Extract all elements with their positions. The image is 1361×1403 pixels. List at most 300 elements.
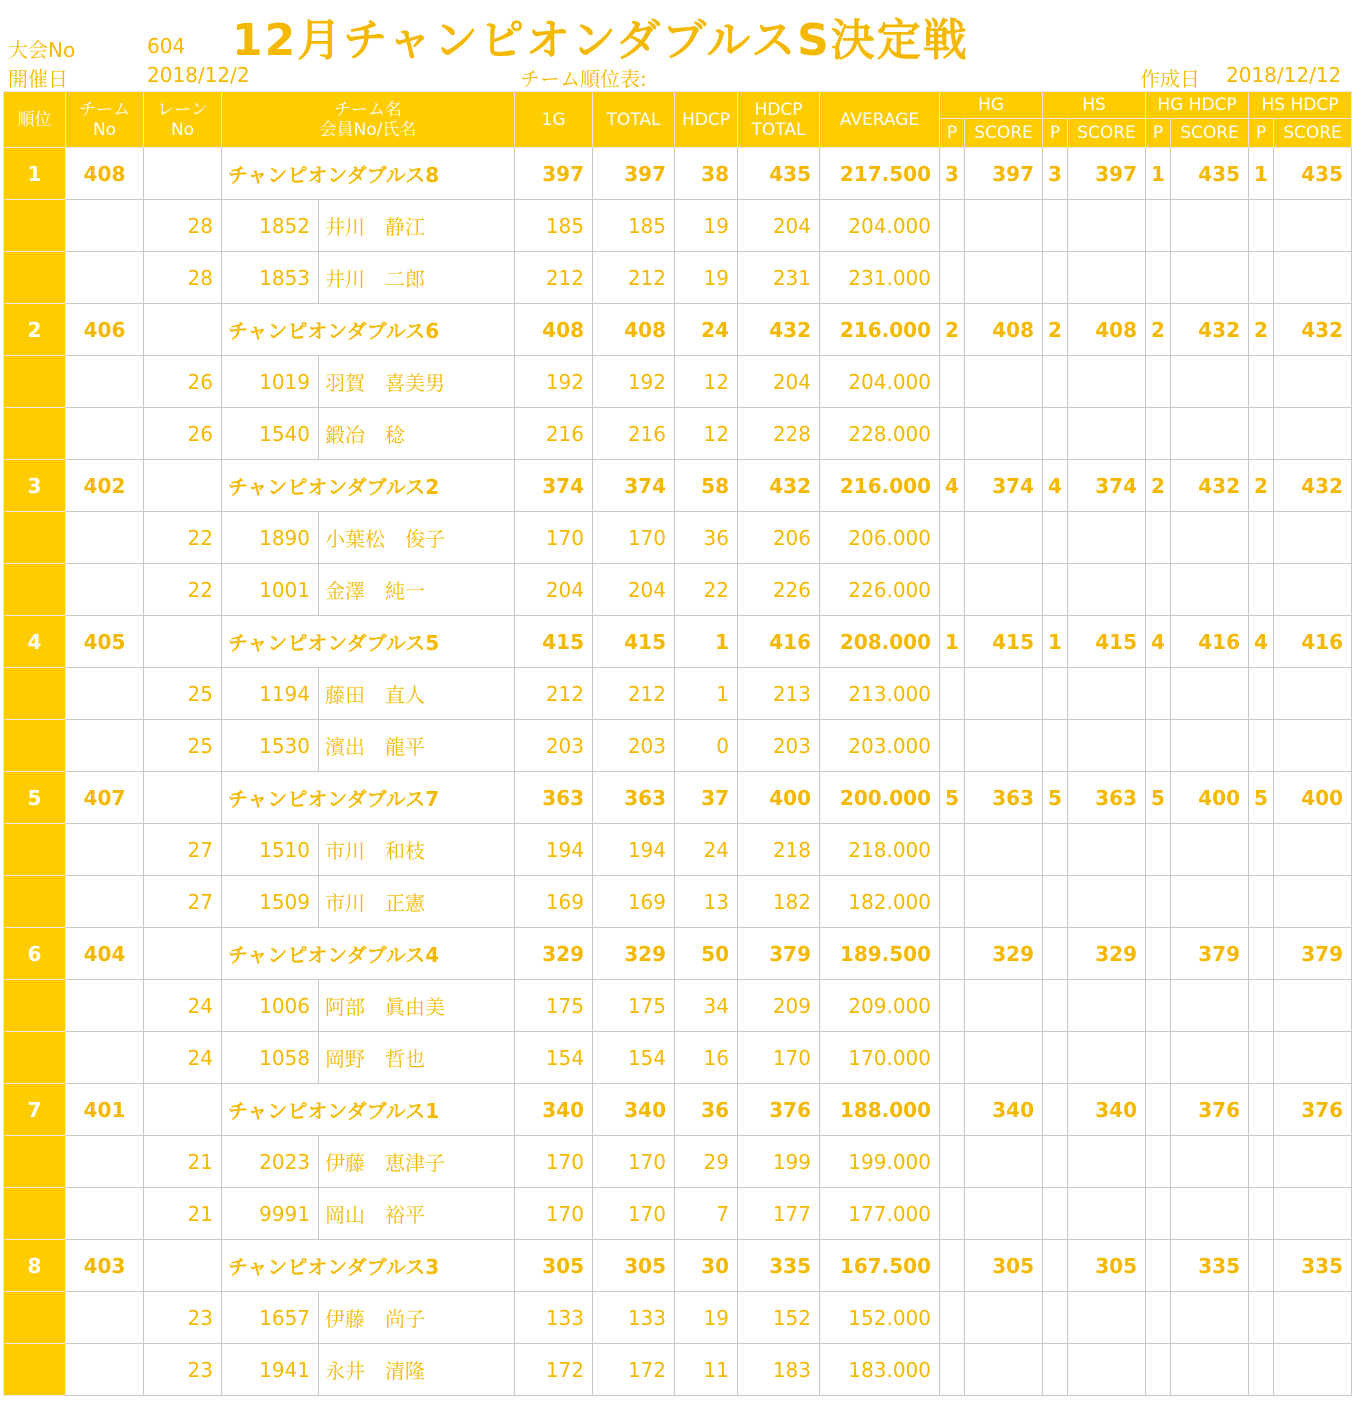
col-team-name: チーム名 会員No/氏名 — [222, 92, 515, 148]
empty-cell — [1068, 356, 1146, 408]
empty-cell — [940, 824, 965, 876]
hdcp-cell: 24 — [675, 824, 738, 876]
member-no-cell: 1530 — [222, 720, 319, 772]
col-hg-p: P — [940, 119, 965, 148]
average-cell: 203.000 — [820, 720, 940, 772]
team-name-cell: チャンピオンダブルス7 — [222, 772, 515, 824]
member-row — [4, 876, 1352, 928]
team-no-cell — [66, 356, 144, 408]
member-name-cell: 濱出 龍平 — [319, 720, 515, 772]
rank-cell: 8 — [4, 1240, 66, 1292]
empty-cell — [1043, 980, 1068, 1032]
lane-no-cell: 22 — [144, 564, 222, 616]
empty-cell — [1274, 1292, 1352, 1344]
rank-cell: 2 — [4, 304, 66, 356]
hdcp-cell: 19 — [675, 252, 738, 304]
hg-score-cell: 397 — [965, 148, 1043, 200]
average-cell: 167.500 — [820, 1240, 940, 1292]
member-no-cell: 1019 — [222, 356, 319, 408]
lane-no-cell: 27 — [144, 876, 222, 928]
rank-cell: 5 — [4, 772, 66, 824]
empty-cell — [940, 720, 965, 772]
empty-cell — [1146, 564, 1171, 616]
empty-cell — [1068, 720, 1146, 772]
empty-cell — [1171, 876, 1249, 928]
total-cell: 363 — [593, 772, 675, 824]
empty-cell — [1146, 200, 1171, 252]
member-name-cell: 岡野 哲也 — [319, 1032, 515, 1084]
member-no-cell: 1540 — [222, 408, 319, 460]
hs-score-cell: 340 — [1068, 1084, 1146, 1136]
hgh-p-cell: 4 — [1146, 616, 1171, 668]
hgh-p-cell: 1 — [1146, 148, 1171, 200]
hdcp-cell: 7 — [675, 1188, 738, 1240]
total-cell: 305 — [593, 1240, 675, 1292]
empty-cell — [1068, 1292, 1146, 1344]
col-rank: 順位 — [4, 92, 66, 148]
average-cell: 177.000 — [820, 1188, 940, 1240]
empty-cell — [1043, 1292, 1068, 1344]
average-cell: 209.000 — [820, 980, 940, 1032]
hdcp-total-cell: 379 — [738, 928, 820, 980]
empty-cell — [1249, 408, 1274, 460]
empty-cell — [1171, 1188, 1249, 1240]
hdcp-total-cell: 177 — [738, 1188, 820, 1240]
hdcp-total-cell: 199 — [738, 1136, 820, 1188]
rank-cell — [4, 200, 66, 252]
total-cell: 175 — [593, 980, 675, 1032]
member-name-cell: 井川 静江 — [319, 200, 515, 252]
empty-cell — [1068, 876, 1146, 928]
col-hs: HS — [1043, 92, 1146, 119]
meet-no-label: 大会No — [8, 38, 76, 62]
g1-cell: 415 — [515, 616, 593, 668]
member-name-cell: 鍛冶 稔 — [319, 408, 515, 460]
average-cell: 188.000 — [820, 1084, 940, 1136]
empty-cell — [940, 668, 965, 720]
col-hgh-p: P — [1146, 119, 1171, 148]
empty-cell — [1043, 1188, 1068, 1240]
page-title: 12月チャンピオンダブルスS決定戦 — [232, 15, 969, 66]
member-row — [4, 200, 1352, 252]
empty-cell — [940, 408, 965, 460]
empty-cell — [1043, 1136, 1068, 1188]
hg-p-cell: 4 — [940, 460, 965, 512]
empty-cell — [1171, 564, 1249, 616]
empty-cell — [1043, 824, 1068, 876]
g1-cell: 408 — [515, 304, 593, 356]
hdcp-total-cell: 228 — [738, 408, 820, 460]
empty-cell — [1068, 252, 1146, 304]
hdcp-cell: 36 — [675, 1084, 738, 1136]
hg-score-cell: 305 — [965, 1240, 1043, 1292]
empty-cell — [940, 1032, 965, 1084]
rank-cell: 1 — [4, 148, 66, 200]
empty-cell — [1146, 720, 1171, 772]
hdcp-cell: 19 — [675, 1292, 738, 1344]
empty-cell — [1274, 1136, 1352, 1188]
lane-no-cell: 28 — [144, 200, 222, 252]
lane-no-cell: 24 — [144, 1032, 222, 1084]
date-label: 開催日 — [8, 67, 68, 91]
rank-cell — [4, 876, 66, 928]
empty-cell — [965, 512, 1043, 564]
rank-cell: 4 — [4, 616, 66, 668]
hgh-score-cell: 416 — [1171, 616, 1249, 668]
member-no-cell: 1852 — [222, 200, 319, 252]
hs-score-cell: 329 — [1068, 928, 1146, 980]
empty-cell — [1146, 668, 1171, 720]
hg-score-cell: 340 — [965, 1084, 1043, 1136]
hdcp-cell: 30 — [675, 1240, 738, 1292]
empty-cell — [940, 1344, 965, 1396]
hdcp-cell: 50 — [675, 928, 738, 980]
empty-cell — [1146, 1032, 1171, 1084]
total-cell: 216 — [593, 408, 675, 460]
empty-cell — [965, 720, 1043, 772]
empty-cell — [1146, 1188, 1171, 1240]
hg-p-cell — [940, 928, 965, 980]
empty-cell — [1043, 876, 1068, 928]
rank-cell — [4, 512, 66, 564]
empty-cell — [1068, 408, 1146, 460]
hg-p-cell — [940, 1240, 965, 1292]
hdcp-cell: 1 — [675, 616, 738, 668]
g1-cell: 170 — [515, 1136, 593, 1188]
member-name-cell: 小葉松 俊子 — [319, 512, 515, 564]
hdcp-total-cell: 203 — [738, 720, 820, 772]
hdcp-cell: 12 — [675, 356, 738, 408]
empty-cell — [1171, 1032, 1249, 1084]
empty-cell — [1146, 876, 1171, 928]
hdcp-total-cell: 152 — [738, 1292, 820, 1344]
empty-cell — [1249, 1032, 1274, 1084]
rank-cell — [4, 564, 66, 616]
team-no-cell — [66, 980, 144, 1032]
empty-cell — [1146, 408, 1171, 460]
lane-no-cell: 26 — [144, 408, 222, 460]
hsh-score-cell: 379 — [1274, 928, 1352, 980]
team-no-cell: 407 — [66, 772, 144, 824]
team-no-cell — [66, 824, 144, 876]
date-value: 2018/12/2 — [147, 63, 250, 87]
empty-cell — [1274, 1032, 1352, 1084]
hgh-p-cell: 2 — [1146, 304, 1171, 356]
average-cell: 204.000 — [820, 356, 940, 408]
member-row — [4, 980, 1352, 1032]
lane-no-cell: 27 — [144, 824, 222, 876]
hs-p-cell — [1043, 1084, 1068, 1136]
empty-cell — [1274, 1344, 1352, 1396]
lane-no-cell: 23 — [144, 1292, 222, 1344]
average-cell: 170.000 — [820, 1032, 940, 1084]
col-hs-score: SCORE — [1068, 119, 1146, 148]
col-hg-score: SCORE — [965, 119, 1043, 148]
empty-cell — [1274, 200, 1352, 252]
empty-cell — [1171, 252, 1249, 304]
col-hsh-score: SCORE — [1274, 119, 1352, 148]
hdcp-cell: 1 — [675, 668, 738, 720]
empty-cell — [940, 252, 965, 304]
empty-cell — [1274, 1188, 1352, 1240]
total-cell: 154 — [593, 1032, 675, 1084]
lane-no-cell: 24 — [144, 980, 222, 1032]
lane-no-cell — [144, 772, 222, 824]
empty-cell — [1171, 720, 1249, 772]
member-name-cell: 岡山 裕平 — [319, 1188, 515, 1240]
average-cell: 226.000 — [820, 564, 940, 616]
team-name-cell: チャンピオンダブルス8 — [222, 148, 515, 200]
team-no-cell — [66, 1188, 144, 1240]
lane-no-cell — [144, 1240, 222, 1292]
member-name-cell: 市川 正憲 — [319, 876, 515, 928]
empty-cell — [1043, 1032, 1068, 1084]
empty-cell — [1068, 1136, 1146, 1188]
empty-cell — [965, 564, 1043, 616]
empty-cell — [965, 980, 1043, 1032]
col-average: AVERAGE — [820, 92, 940, 148]
g1-cell: 133 — [515, 1292, 593, 1344]
hdcp-cell: 36 — [675, 512, 738, 564]
table-label: チーム順位表: — [520, 67, 647, 91]
hsh-p-cell: 4 — [1249, 616, 1274, 668]
member-row — [4, 1344, 1352, 1396]
rank-cell — [4, 1292, 66, 1344]
hdcp-total-cell: 204 — [738, 356, 820, 408]
hsh-score-cell: 335 — [1274, 1240, 1352, 1292]
empty-cell — [1249, 876, 1274, 928]
member-no-cell: 1510 — [222, 824, 319, 876]
hdcp-cell: 11 — [675, 1344, 738, 1396]
total-cell: 133 — [593, 1292, 675, 1344]
hsh-score-cell: 432 — [1274, 460, 1352, 512]
hgh-p-cell — [1146, 1240, 1171, 1292]
member-name-cell: 藤田 直人 — [319, 668, 515, 720]
hs-p-cell — [1043, 1240, 1068, 1292]
empty-cell — [1043, 252, 1068, 304]
average-cell: 182.000 — [820, 876, 940, 928]
team-no-cell: 405 — [66, 616, 144, 668]
empty-cell — [1171, 1344, 1249, 1396]
hdcp-cell: 22 — [675, 564, 738, 616]
hdcp-total-cell: 432 — [738, 304, 820, 356]
member-row — [4, 512, 1352, 564]
hg-score-cell: 408 — [965, 304, 1043, 356]
empty-cell — [1249, 1344, 1274, 1396]
member-row — [4, 356, 1352, 408]
table-body — [4, 148, 1352, 1396]
lane-no-cell: 22 — [144, 512, 222, 564]
empty-cell — [1249, 564, 1274, 616]
g1-cell: 216 — [515, 408, 593, 460]
team-row — [4, 616, 1352, 668]
team-row — [4, 304, 1352, 356]
hgh-p-cell — [1146, 1084, 1171, 1136]
g1-cell: 397 — [515, 148, 593, 200]
hdcp-total-cell: 376 — [738, 1084, 820, 1136]
hdcp-cell: 12 — [675, 408, 738, 460]
hgh-p-cell — [1146, 928, 1171, 980]
member-row — [4, 1188, 1352, 1240]
total-cell: 172 — [593, 1344, 675, 1396]
empty-cell — [1249, 356, 1274, 408]
hdcp-cell: 13 — [675, 876, 738, 928]
created-date: 2018/12/12 — [1226, 63, 1342, 87]
empty-cell — [1068, 824, 1146, 876]
average-cell: 204.000 — [820, 200, 940, 252]
total-cell: 329 — [593, 928, 675, 980]
member-row — [4, 252, 1352, 304]
rank-cell — [4, 408, 66, 460]
member-name-cell: 阿部 眞由美 — [319, 980, 515, 1032]
team-row — [4, 148, 1352, 200]
average-cell: 199.000 — [820, 1136, 940, 1188]
empty-cell — [1274, 512, 1352, 564]
lane-no-cell: 26 — [144, 356, 222, 408]
hdcp-total-cell: 182 — [738, 876, 820, 928]
team-name-cell: チャンピオンダブルス1 — [222, 1084, 515, 1136]
member-name-cell: 伊藤 恵津子 — [319, 1136, 515, 1188]
member-no-cell: 1853 — [222, 252, 319, 304]
average-cell: 206.000 — [820, 512, 940, 564]
col-hg-hdcp: HG HDCP — [1146, 92, 1249, 119]
average-cell: 189.500 — [820, 928, 940, 980]
g1-cell: 172 — [515, 1344, 593, 1396]
created-label: 作成日 — [1140, 67, 1200, 91]
lane-no-cell — [144, 304, 222, 356]
rank-cell: 3 — [4, 460, 66, 512]
col-1g: 1G — [515, 92, 593, 148]
total-cell: 397 — [593, 148, 675, 200]
empty-cell — [965, 408, 1043, 460]
hdcp-cell: 0 — [675, 720, 738, 772]
hsh-p-cell — [1249, 1240, 1274, 1292]
member-no-cell: 9991 — [222, 1188, 319, 1240]
empty-cell — [1171, 1136, 1249, 1188]
team-no-cell — [66, 408, 144, 460]
empty-cell — [1274, 824, 1352, 876]
empty-cell — [1068, 512, 1146, 564]
lane-no-cell: 21 — [144, 1188, 222, 1240]
total-cell: 212 — [593, 668, 675, 720]
hdcp-cell: 34 — [675, 980, 738, 1032]
empty-cell — [940, 1188, 965, 1240]
empty-cell — [1068, 1188, 1146, 1240]
g1-cell: 363 — [515, 772, 593, 824]
team-no-cell: 403 — [66, 1240, 144, 1292]
hsh-score-cell: 416 — [1274, 616, 1352, 668]
total-cell: 169 — [593, 876, 675, 928]
hsh-p-cell: 1 — [1249, 148, 1274, 200]
hdcp-total-cell: 209 — [738, 980, 820, 1032]
empty-cell — [1043, 564, 1068, 616]
team-row — [4, 928, 1352, 980]
team-no-cell: 406 — [66, 304, 144, 356]
lane-no-cell: 23 — [144, 1344, 222, 1396]
hdcp-total-cell: 335 — [738, 1240, 820, 1292]
average-cell: 228.000 — [820, 408, 940, 460]
lane-no-cell — [144, 460, 222, 512]
empty-cell — [940, 980, 965, 1032]
member-row — [4, 824, 1352, 876]
empty-cell — [1249, 200, 1274, 252]
empty-cell — [1043, 200, 1068, 252]
empty-cell — [1043, 356, 1068, 408]
hsh-p-cell: 2 — [1249, 460, 1274, 512]
team-no-cell — [66, 200, 144, 252]
empty-cell — [1171, 200, 1249, 252]
empty-cell — [1249, 252, 1274, 304]
total-cell: 408 — [593, 304, 675, 356]
member-name-cell: 羽賀 喜美男 — [319, 356, 515, 408]
rank-cell: 6 — [4, 928, 66, 980]
hdcp-total-cell: 416 — [738, 616, 820, 668]
empty-cell — [1249, 980, 1274, 1032]
member-row — [4, 1292, 1352, 1344]
hdcp-cell: 29 — [675, 1136, 738, 1188]
g1-cell: 194 — [515, 824, 593, 876]
hgh-p-cell: 2 — [1146, 460, 1171, 512]
team-row — [4, 460, 1352, 512]
hdcp-total-cell: 213 — [738, 668, 820, 720]
empty-cell — [1146, 512, 1171, 564]
team-name-cell: チャンピオンダブルス4 — [222, 928, 515, 980]
empty-cell — [940, 1136, 965, 1188]
rank-cell: 7 — [4, 1084, 66, 1136]
hgh-score-cell: 435 — [1171, 148, 1249, 200]
empty-cell — [1274, 668, 1352, 720]
empty-cell — [965, 1032, 1043, 1084]
hg-p-cell: 1 — [940, 616, 965, 668]
hdcp-total-cell: 400 — [738, 772, 820, 824]
g1-cell: 154 — [515, 1032, 593, 1084]
empty-cell — [965, 668, 1043, 720]
member-no-cell: 1657 — [222, 1292, 319, 1344]
hdcp-cell: 24 — [675, 304, 738, 356]
lane-no-cell: 25 — [144, 720, 222, 772]
hdcp-total-cell: 170 — [738, 1032, 820, 1084]
hsh-score-cell: 432 — [1274, 304, 1352, 356]
empty-cell — [1274, 720, 1352, 772]
total-cell: 192 — [593, 356, 675, 408]
team-name-cell: チャンピオンダブルス3 — [222, 1240, 515, 1292]
hdcp-total-cell: 432 — [738, 460, 820, 512]
hs-p-cell: 5 — [1043, 772, 1068, 824]
member-no-cell: 1890 — [222, 512, 319, 564]
hs-p-cell: 1 — [1043, 616, 1068, 668]
team-row — [4, 1084, 1352, 1136]
lane-no-cell — [144, 148, 222, 200]
lane-no-cell — [144, 928, 222, 980]
empty-cell — [1249, 1136, 1274, 1188]
team-no-cell — [66, 1292, 144, 1344]
empty-cell — [1249, 668, 1274, 720]
g1-cell: 212 — [515, 252, 593, 304]
empty-cell — [1146, 252, 1171, 304]
member-row — [4, 564, 1352, 616]
empty-cell — [1146, 1344, 1171, 1396]
empty-cell — [965, 200, 1043, 252]
member-row — [4, 668, 1352, 720]
empty-cell — [1274, 564, 1352, 616]
rank-cell — [4, 252, 66, 304]
rank-cell — [4, 1188, 66, 1240]
lane-no-cell: 28 — [144, 252, 222, 304]
member-name-cell: 井川 二郎 — [319, 252, 515, 304]
col-hdcp: HDCP — [675, 92, 738, 148]
g1-cell: 212 — [515, 668, 593, 720]
empty-cell — [1146, 980, 1171, 1032]
